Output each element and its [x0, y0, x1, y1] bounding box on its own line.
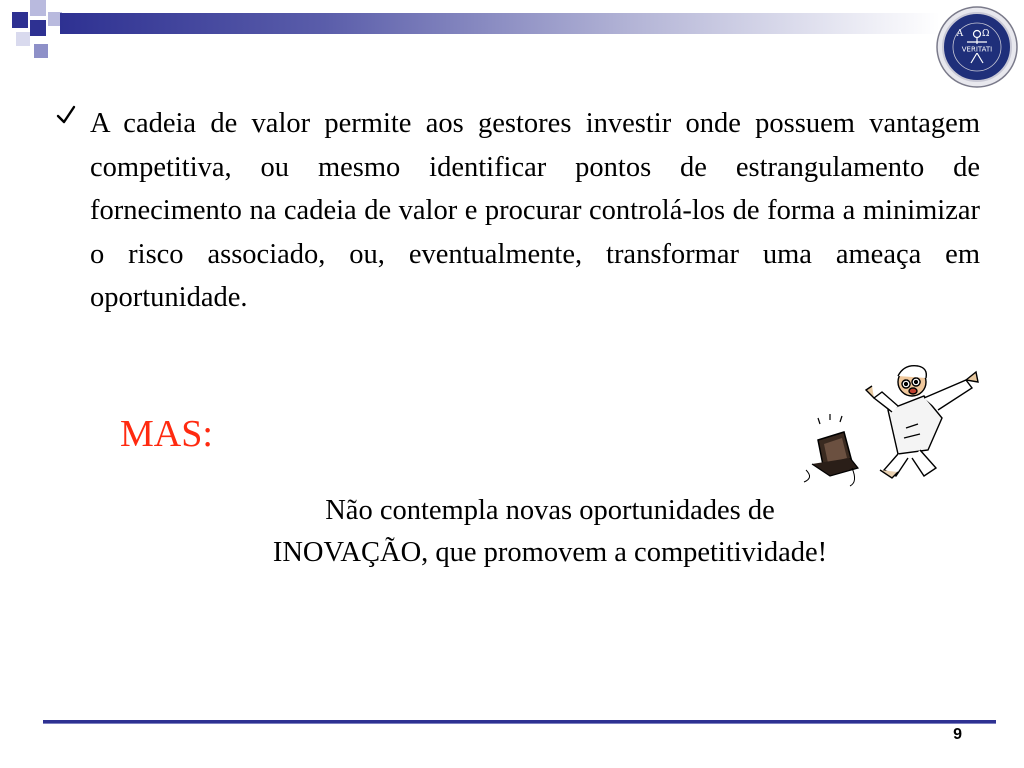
notice-line-1: Não contempla novas oportunidades de — [325, 495, 775, 526]
header-square — [30, 0, 46, 16]
bullet-text: A cadeia de valor permite aos gestores investir onde possuem vantagem competitiva, ou mesmo identificar pontos de estrangulamento de fornecimento na cadeia de valor e procurar controlá-los de forma a minimizar o risco associado, ou, eventualmente, transformar uma ameaça em oportunidade. — [90, 108, 980, 313]
seal-motto: VERITATI — [961, 45, 993, 54]
footer-line — [43, 720, 996, 723]
bullet-item — [55, 102, 980, 320]
page-number: 9 — [953, 726, 962, 743]
motion-lines — [818, 414, 842, 424]
header-square — [34, 44, 48, 58]
seal-symbols: Α Ω — [956, 29, 998, 39]
header-gradient-bar — [60, 13, 940, 34]
notice-line-2: INOVAÇÃO, que promovem a competitividade! — [272, 537, 828, 568]
mas-heading: MAS: — [120, 413, 213, 455]
scientist-figure — [866, 366, 978, 478]
notice-text — [170, 490, 930, 574]
cartoon-scientist-clipart — [800, 358, 980, 488]
header-squares-decoration — [0, 0, 90, 70]
header-square — [30, 20, 46, 36]
university-seal — [936, 6, 1018, 88]
header-square — [16, 32, 30, 46]
checkmark-icon — [55, 104, 77, 126]
computer-monitor-icon — [804, 432, 858, 486]
header-square — [12, 12, 28, 28]
